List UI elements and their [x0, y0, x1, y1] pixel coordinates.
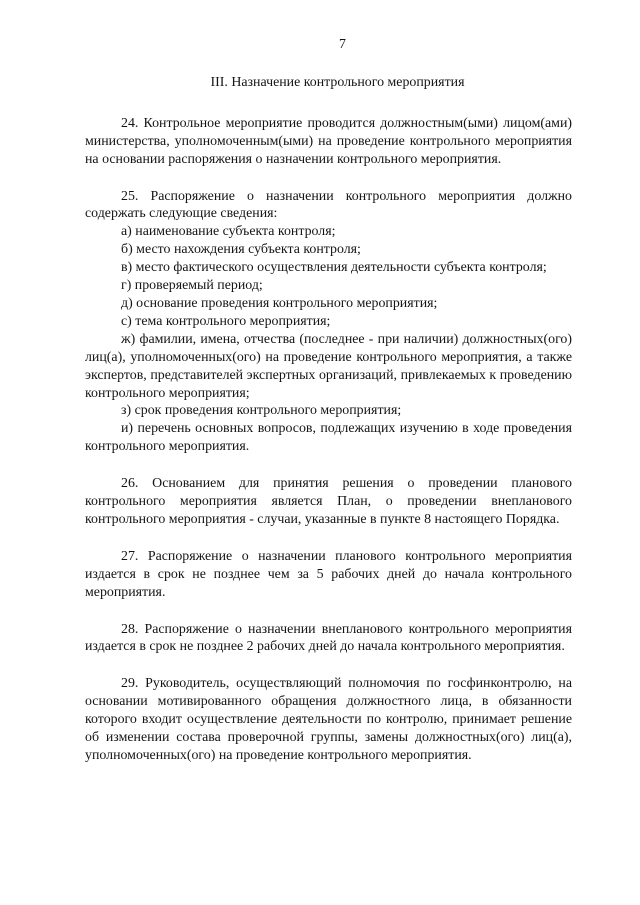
paragraph-28: 28. Распоряжение о назначении внепланового контрольного мероприятия издается в срок не позднее 2 рабочих дней до начала контрольного мероприятия.: [85, 621, 572, 655]
list-item: в) место фактического осуществления деятельности субъекта контроля;: [121, 260, 547, 276]
list-item: с) тема контрольного мероприятия;: [121, 313, 331, 329]
list-item: б) место нахождения субъекта контроля;: [121, 242, 361, 258]
section-title: III. Назначение контрольного мероприятия: [210, 74, 465, 90]
list-item: г) проверяемый период;: [121, 278, 263, 294]
list-item: з) срок проведения контрольного мероприятия;: [121, 403, 402, 419]
paragraph-25-intro: 25. Распоряжение о назначении контрольного мероприятия должно содержать следующие сведения:: [85, 188, 572, 222]
document-page: [85, 36, 572, 765]
list-item: д) основание проведения контрольного мероприятия;: [121, 295, 438, 311]
paragraph-25-list: [85, 223, 572, 456]
list-item: а) наименование субъекта контроля;: [121, 224, 336, 240]
paragraph-27: 27. Распоряжение о назначении планового контрольного мероприятия издается в срок не позднее чем за 5 рабочих дней до начала контрольного мероприятия.: [85, 548, 572, 600]
paragraph-24: 24. Контрольное мероприятие проводится должностным(ыми) лицом(ами) министерства, уполномоченным(ыми) на проведение контрольного мероприятия на основании распоряжения о назначении контрольного мероприятия.: [85, 115, 572, 167]
paragraph-29: 29. Руководитель, осуществляющий полномочия по госфинконтролю, на основании мотивированного обращения должностного лица, в обязанности которого входит осуществление деятельности по контролю, принимает решение об изменении состава проверочной группы, замены должностных(ого) лиц(а), уполномоченных(ого) на проведение контрольного мероприятия.: [85, 676, 572, 763]
paragraph-26: 26. Основанием для принятия решения о проведении планового контрольного мероприятия является План, о проведении внепланового контрольного мероприятия - случаи, указанные в пункте 8 настоящего Порядка.: [85, 476, 572, 527]
page-number: 7: [339, 37, 346, 52]
list-item: ж) фамилии, имена, отчества (последнее - при наличии) должностных(ого) лиц(а), уполномоченных(ого) на проведение контрольного мероприятия, а также экспертов, представителей экспертных организаций, привлекаемых к проведению контрольного мероприятия;: [85, 331, 572, 401]
list-item: и) перечень основных вопросов, подлежащих изучению в ходе проведения контрольного мероприятия.: [85, 421, 572, 455]
